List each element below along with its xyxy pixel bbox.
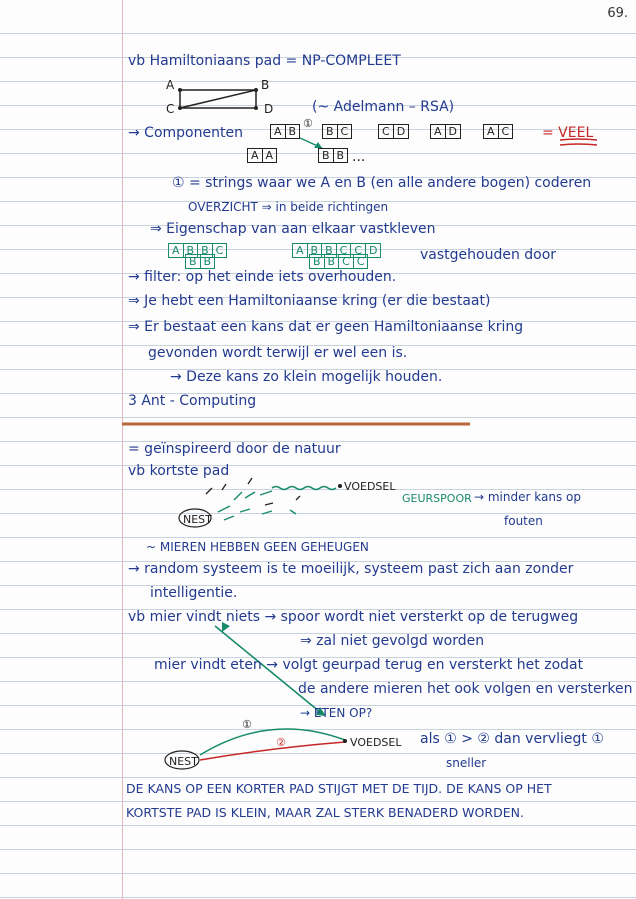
graph-label-c: C	[166, 102, 175, 116]
ant-computing-heading: 3 Ant - Computing	[128, 393, 257, 409]
component-ab: A B	[270, 124, 300, 139]
eten-op-line: → ETEN OP?	[300, 706, 373, 720]
component-ad: A D	[430, 124, 461, 139]
vastgehouden-note: vastgehouden door	[420, 247, 557, 263]
scent-trail-squiggle	[272, 487, 336, 490]
path-1-curve	[200, 729, 345, 755]
graph-node-a	[178, 88, 182, 92]
adelmann-note: (~ Adelmann – RSA)	[312, 99, 455, 115]
graph-label-b: B	[261, 78, 270, 92]
strand-right-top: A B B C C D	[292, 243, 381, 258]
gevonden-line: gevonden wordt terwijl er wel een is.	[148, 345, 408, 361]
nest-label-1: NEST	[183, 513, 212, 526]
graph-label-d: D	[264, 102, 274, 116]
graph-label-a: A	[166, 78, 175, 92]
ellipsis: ...	[352, 149, 366, 165]
line-hamiltonian: vb Hamiltoniaans pad = NP-COMPLEET	[128, 53, 401, 69]
graph-node-d	[254, 106, 258, 110]
sneller-note: sneller	[446, 756, 487, 770]
graph-node-b	[254, 88, 258, 92]
component-ac: A C	[483, 124, 513, 139]
graph-node-c	[178, 106, 182, 110]
component-cd: C D	[378, 124, 409, 139]
page-number: 69.	[607, 6, 628, 21]
andere-mieren-line: de andere mieren het ook volgen en versterken	[298, 681, 633, 697]
component-bb: B B	[318, 148, 348, 163]
conclusion-line-2: KORTSTE PAD IS KLEIN, MAAR ZAL STERK BENADERD WORDEN.	[126, 805, 524, 820]
nest-label-2: NEST	[169, 755, 198, 768]
geurspoor-label: GEURSPOOR	[402, 492, 472, 505]
path-1-label: ①	[242, 718, 252, 731]
zal-niet-line: ⇒ zal niet gevolgd worden	[300, 633, 485, 649]
random-line: → random systeem is te moeilijk, systeem past zich aan zonder	[128, 561, 574, 577]
fouten-note: fouten	[504, 514, 543, 528]
eigenschap-line: ⇒ Eigenschap van aan elkaar vastkleven	[150, 221, 436, 237]
component-aa: A A	[247, 148, 277, 163]
food-dot-1	[338, 484, 342, 488]
deze-kans-line: → Deze kans zo klein mogelijk houden.	[170, 369, 443, 385]
mier-eten-line: mier vindt eten → volgt geurpad terug en versterkt het zodat	[154, 657, 584, 673]
strand-right-bottom: B B C C	[309, 254, 368, 269]
je-hebt-line: ⇒ Je hebt een Hamiltoniaanse kring (er die bestaat)	[128, 293, 491, 309]
voedsel-label-2: VOEDSEL	[350, 736, 402, 749]
veel-underline-2	[560, 144, 597, 145]
ant-tracks-black	[206, 478, 300, 505]
strand-left-top: A B B C	[168, 243, 227, 258]
path-2-label: ②	[276, 736, 286, 749]
component-bc: B C	[322, 124, 352, 139]
intelligentie-line: intelligentie.	[150, 585, 238, 601]
strings-line: ① = strings waar we A en B (en alle andere bogen) coderen	[172, 175, 592, 191]
veel-note: = VEEL	[542, 125, 594, 141]
kortste-pad-line: vb kortste pad	[128, 463, 230, 479]
mier-niets-line: vb mier vindt niets → spoor wordt niet versterkt op de terugweg	[128, 609, 579, 625]
minder-kans-note: → minder kans op	[474, 490, 581, 504]
strand-left-bottom: B B	[185, 254, 215, 269]
overzicht-line: OVERZICHT ⇒ in beide richtingen	[188, 200, 389, 214]
food-dot-2	[343, 739, 347, 743]
geinspireerd-line: = geïnspireerd door de natuur	[128, 441, 341, 457]
path-2-curve	[200, 742, 345, 760]
circle-one-label: ①	[303, 117, 313, 130]
conclusion-line-1: DE KANS OP EEN KORTER PAD STIJGT MET DE TIJD. DE KANS OP HET	[126, 781, 552, 796]
graph-diagonal	[180, 90, 256, 108]
als-line: als ① > ② dan vervliegt ①	[420, 731, 604, 747]
er-bestaat-line: ⇒ Er bestaat een kans dat er geen Hamiltoniaanse kring	[128, 319, 524, 335]
voedsel-label-1: VOEDSEL	[344, 480, 396, 493]
mieren-line: ~ MIEREN HEBBEN GEEN GEHEUGEN	[146, 540, 369, 554]
ant-tracks-green	[218, 491, 296, 520]
filter-line: → filter: op het einde iets overhouden.	[128, 269, 397, 285]
componenten-label: → Componenten	[128, 125, 243, 141]
